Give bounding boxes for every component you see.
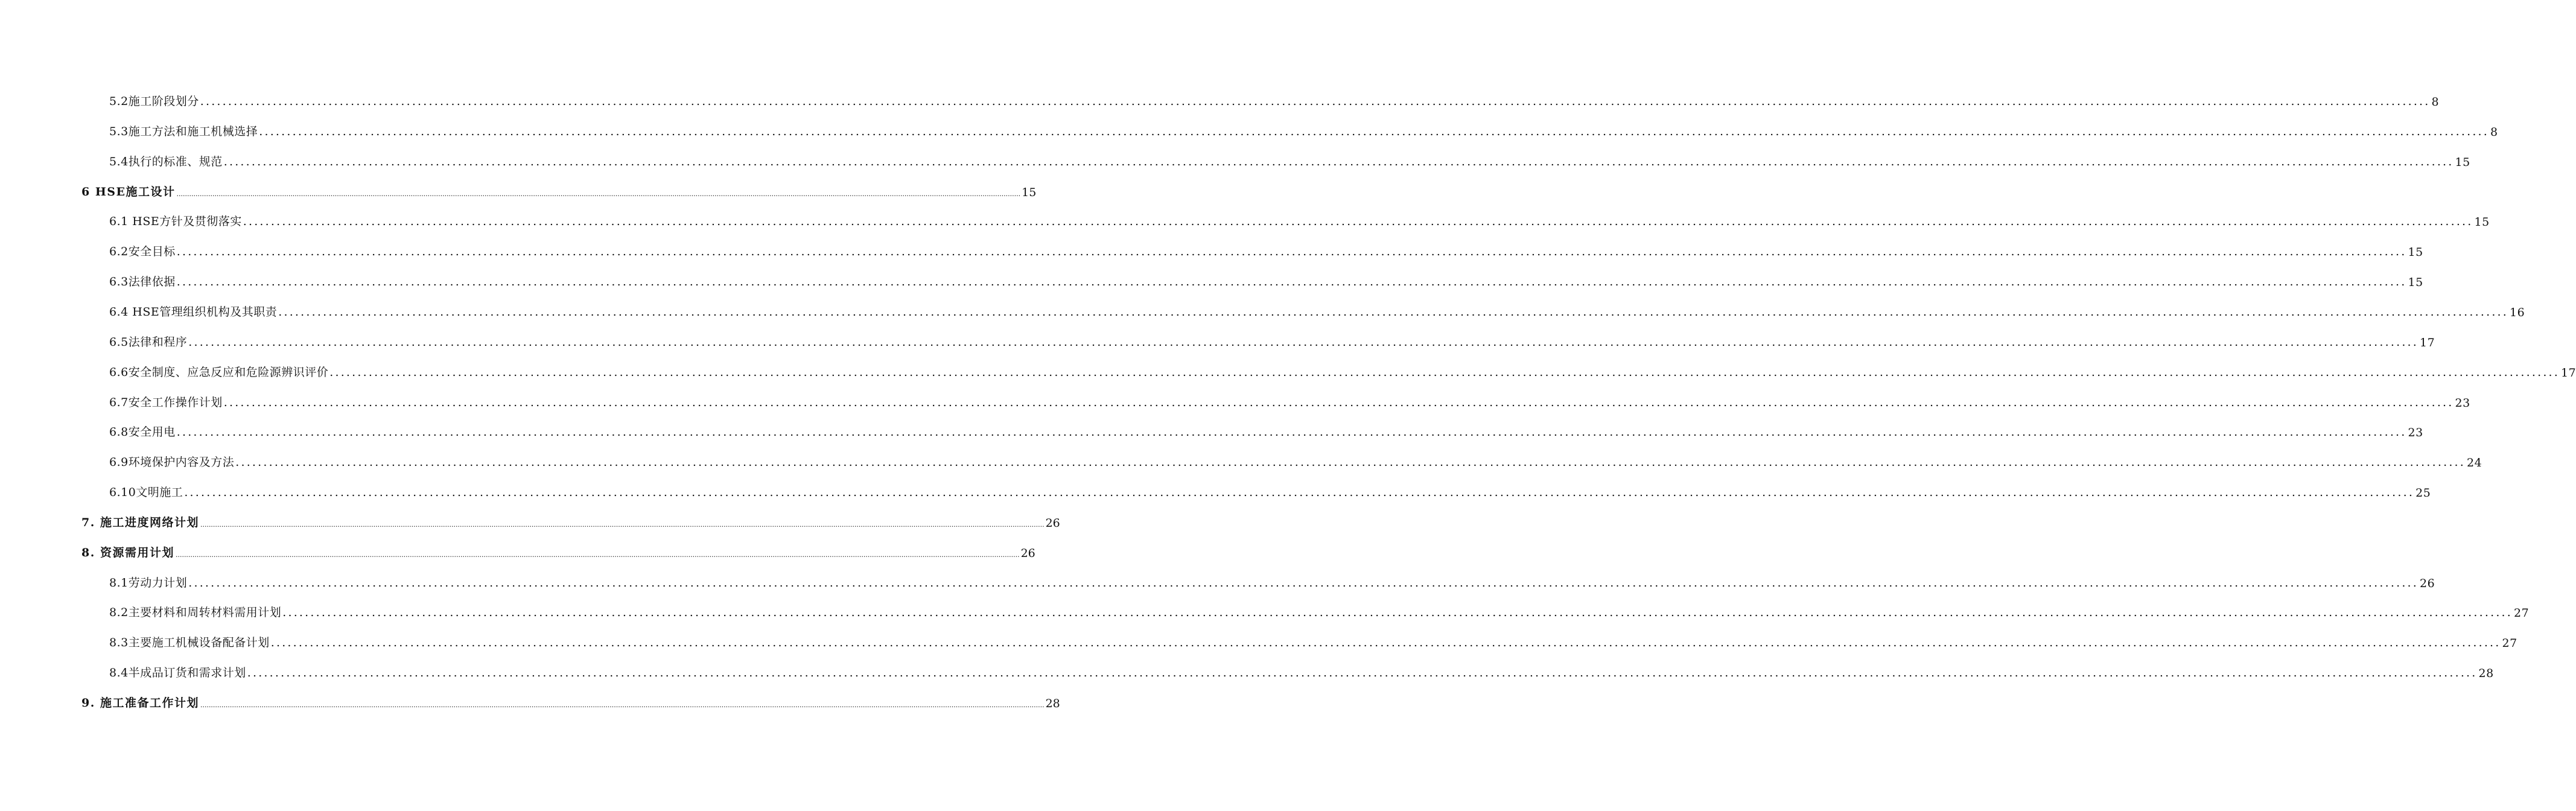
toc-page-number: 17 <box>2561 366 2576 380</box>
toc-dot-leader: ................................................................................................................................................................................................................................................................................................................................................................................................................ <box>176 425 2407 439</box>
toc-dot-leader: ................................................................................................................................................................................................................................................................................................................................................................................................................ <box>200 95 2431 108</box>
toc-page-number: 15 <box>2408 276 2423 290</box>
toc-dot-leader: ................................................................................................................................................................................................................................................................................................................................................................................................................ <box>270 636 2501 650</box>
toc-subsection-entry <box>0 419 2423 440</box>
toc-page-number: 26 <box>2420 576 2435 590</box>
toc-entry-title: 8.3主要施工机械设备配备计划 <box>109 636 270 650</box>
toc-subsection-entry <box>0 208 2490 229</box>
toc-entry-title: 6.6安全制度、应急反应和危险源辨识评价 <box>109 365 329 379</box>
toc-dot-leader: ................................................................................................................................................................................................................................................................................................................................................................................................................ <box>176 189 1021 198</box>
toc-page-number: 15 <box>2408 246 2423 259</box>
toc-page-number: 15 <box>2455 155 2470 169</box>
toc-dot-leader: ................................................................................................................................................................................................................................................................................................................................................................................................................ <box>200 701 1045 709</box>
toc-entry-title: 5.2施工阶段划分 <box>109 95 199 108</box>
toc-entry-title: 8.1劳动力计划 <box>109 576 188 590</box>
toc-subsection-entry <box>0 599 2530 620</box>
toc-entry-title: 8. 资源需用计划 <box>81 545 174 559</box>
toc-subsection-entry <box>0 479 2431 500</box>
toc-section-entry <box>0 509 1060 530</box>
toc-section-entry <box>0 179 1037 199</box>
toc-subsection-entry <box>0 118 2498 139</box>
toc-entry-title: 6.9环境保护内容及方法 <box>109 456 235 469</box>
toc-entry-title: 5.4执行的标准、规范 <box>109 154 223 168</box>
toc-entry-title: 6.2安全目标 <box>109 245 176 259</box>
toc-page-number: 28 <box>1045 697 1060 710</box>
toc-dot-leader: ................................................................................................................................................................................................................................................................................................................................................................................................................ <box>176 245 2407 259</box>
toc-dot-leader: ................................................................................................................................................................................................................................................................................................................................................................................................................ <box>278 305 2509 319</box>
toc-section-entry <box>0 539 1035 560</box>
toc-entry-title: 6.1 HSE方针及贯彻落实 <box>109 215 242 229</box>
toc-page-number: 25 <box>2415 486 2431 500</box>
toc-page-number: 17 <box>2420 336 2435 349</box>
toc-dot-leader: ................................................................................................................................................................................................................................................................................................................................................................................................................ <box>188 576 2419 590</box>
toc-subsection-entry <box>0 299 2525 319</box>
toc-entry-title: 6 HSE施工设计 <box>81 185 176 199</box>
toc-dot-leader: ................................................................................................................................................................................................................................................................................................................................................................................................................ <box>223 395 2454 409</box>
toc-dot-leader: ................................................................................................................................................................................................................................................................................................................................................................................................................ <box>247 666 2478 680</box>
toc-dot-leader: ................................................................................................................................................................................................................................................................................................................................................................................................................ <box>176 275 2407 289</box>
toc-page-number: 26 <box>1020 546 1035 560</box>
toc-dot-leader: ................................................................................................................................................................................................................................................................................................................................................................................................................ <box>188 335 2419 349</box>
toc-dot-leader: ................................................................................................................................................................................................................................................................................................................................................................................................................ <box>259 124 2490 138</box>
toc-dot-leader: ................................................................................................................................................................................................................................................................................................................................................................................................................ <box>235 456 2466 469</box>
toc-subsection-entry <box>0 329 2435 349</box>
toc-entry-title: 9. 施工准备工作计划 <box>81 696 199 710</box>
toc-entry-title: 6.5法律和程序 <box>109 335 188 349</box>
toc-page-number: 15 <box>1022 185 1037 199</box>
toc-entry-title: 6.4 HSE管理组织机构及其职责 <box>109 305 278 319</box>
toc-subsection-entry <box>0 238 2423 259</box>
toc-dot-leader: ................................................................................................................................................................................................................................................................................................................................................................................................................ <box>223 154 2454 168</box>
toc-entry-title: 6.3法律依据 <box>109 275 176 289</box>
toc-subsection-entry <box>0 449 2482 470</box>
toc-dot-leader: ................................................................................................................................................................................................................................................................................................................................................................................................................ <box>200 520 1045 529</box>
toc-entry-title: 5.3施工方法和施工机械选择 <box>109 124 258 138</box>
toc-page-number: 27 <box>2502 637 2517 650</box>
toc-page-number: 24 <box>2467 456 2482 470</box>
toc-entry-title: 6.10文明施工 <box>109 486 183 500</box>
toc-entry-title: 7. 施工进度网络计划 <box>81 515 199 529</box>
toc-entry-title: 6.7安全工作操作计划 <box>109 395 223 409</box>
toc-entry-title: 8.4半成品订货和需求计划 <box>109 666 246 680</box>
toc-page-number: 26 <box>1045 516 1060 530</box>
toc-page-number: 23 <box>2408 426 2423 440</box>
toc-subsection-entry <box>0 629 2517 650</box>
toc-subsection-entry <box>0 88 2440 109</box>
toc-dot-leader: ................................................................................................................................................................................................................................................................................................................................................................................................................ <box>243 215 2473 229</box>
toc-page-number: 23 <box>2455 396 2470 410</box>
toc-page-number: 16 <box>2510 305 2525 319</box>
toc-subsection-entry <box>0 269 2423 290</box>
toc-page-number: 8 <box>2490 125 2498 139</box>
toc-dot-leader: ................................................................................................................................................................................................................................................................................................................................................................................................................ <box>175 550 1020 559</box>
toc-page-number: 27 <box>2514 606 2530 620</box>
toc-subsection-entry <box>0 359 2576 380</box>
toc-section-entry <box>0 690 1060 710</box>
toc-page-number: 15 <box>2474 215 2490 229</box>
toc-entry-title: 6.8安全用电 <box>109 425 176 439</box>
toc-subsection-entry <box>0 660 2494 681</box>
toc-subsection-entry <box>0 148 2470 169</box>
toc-subsection-entry <box>0 570 2435 590</box>
toc-dot-leader: ................................................................................................................................................................................................................................................................................................................................................................................................................ <box>184 486 2415 500</box>
toc-subsection-entry <box>0 389 2470 410</box>
toc-entry-title: 8.2主要材料和周转材料需用计划 <box>109 606 282 620</box>
toc-page-number: 8 <box>2431 95 2440 109</box>
toc-page-number: 28 <box>2478 667 2494 681</box>
toc-dot-leader: ................................................................................................................................................................................................................................................................................................................................................................................................................ <box>282 606 2513 620</box>
toc-dot-leader: ................................................................................................................................................................................................................................................................................................................................................................................................................ <box>329 365 2560 379</box>
